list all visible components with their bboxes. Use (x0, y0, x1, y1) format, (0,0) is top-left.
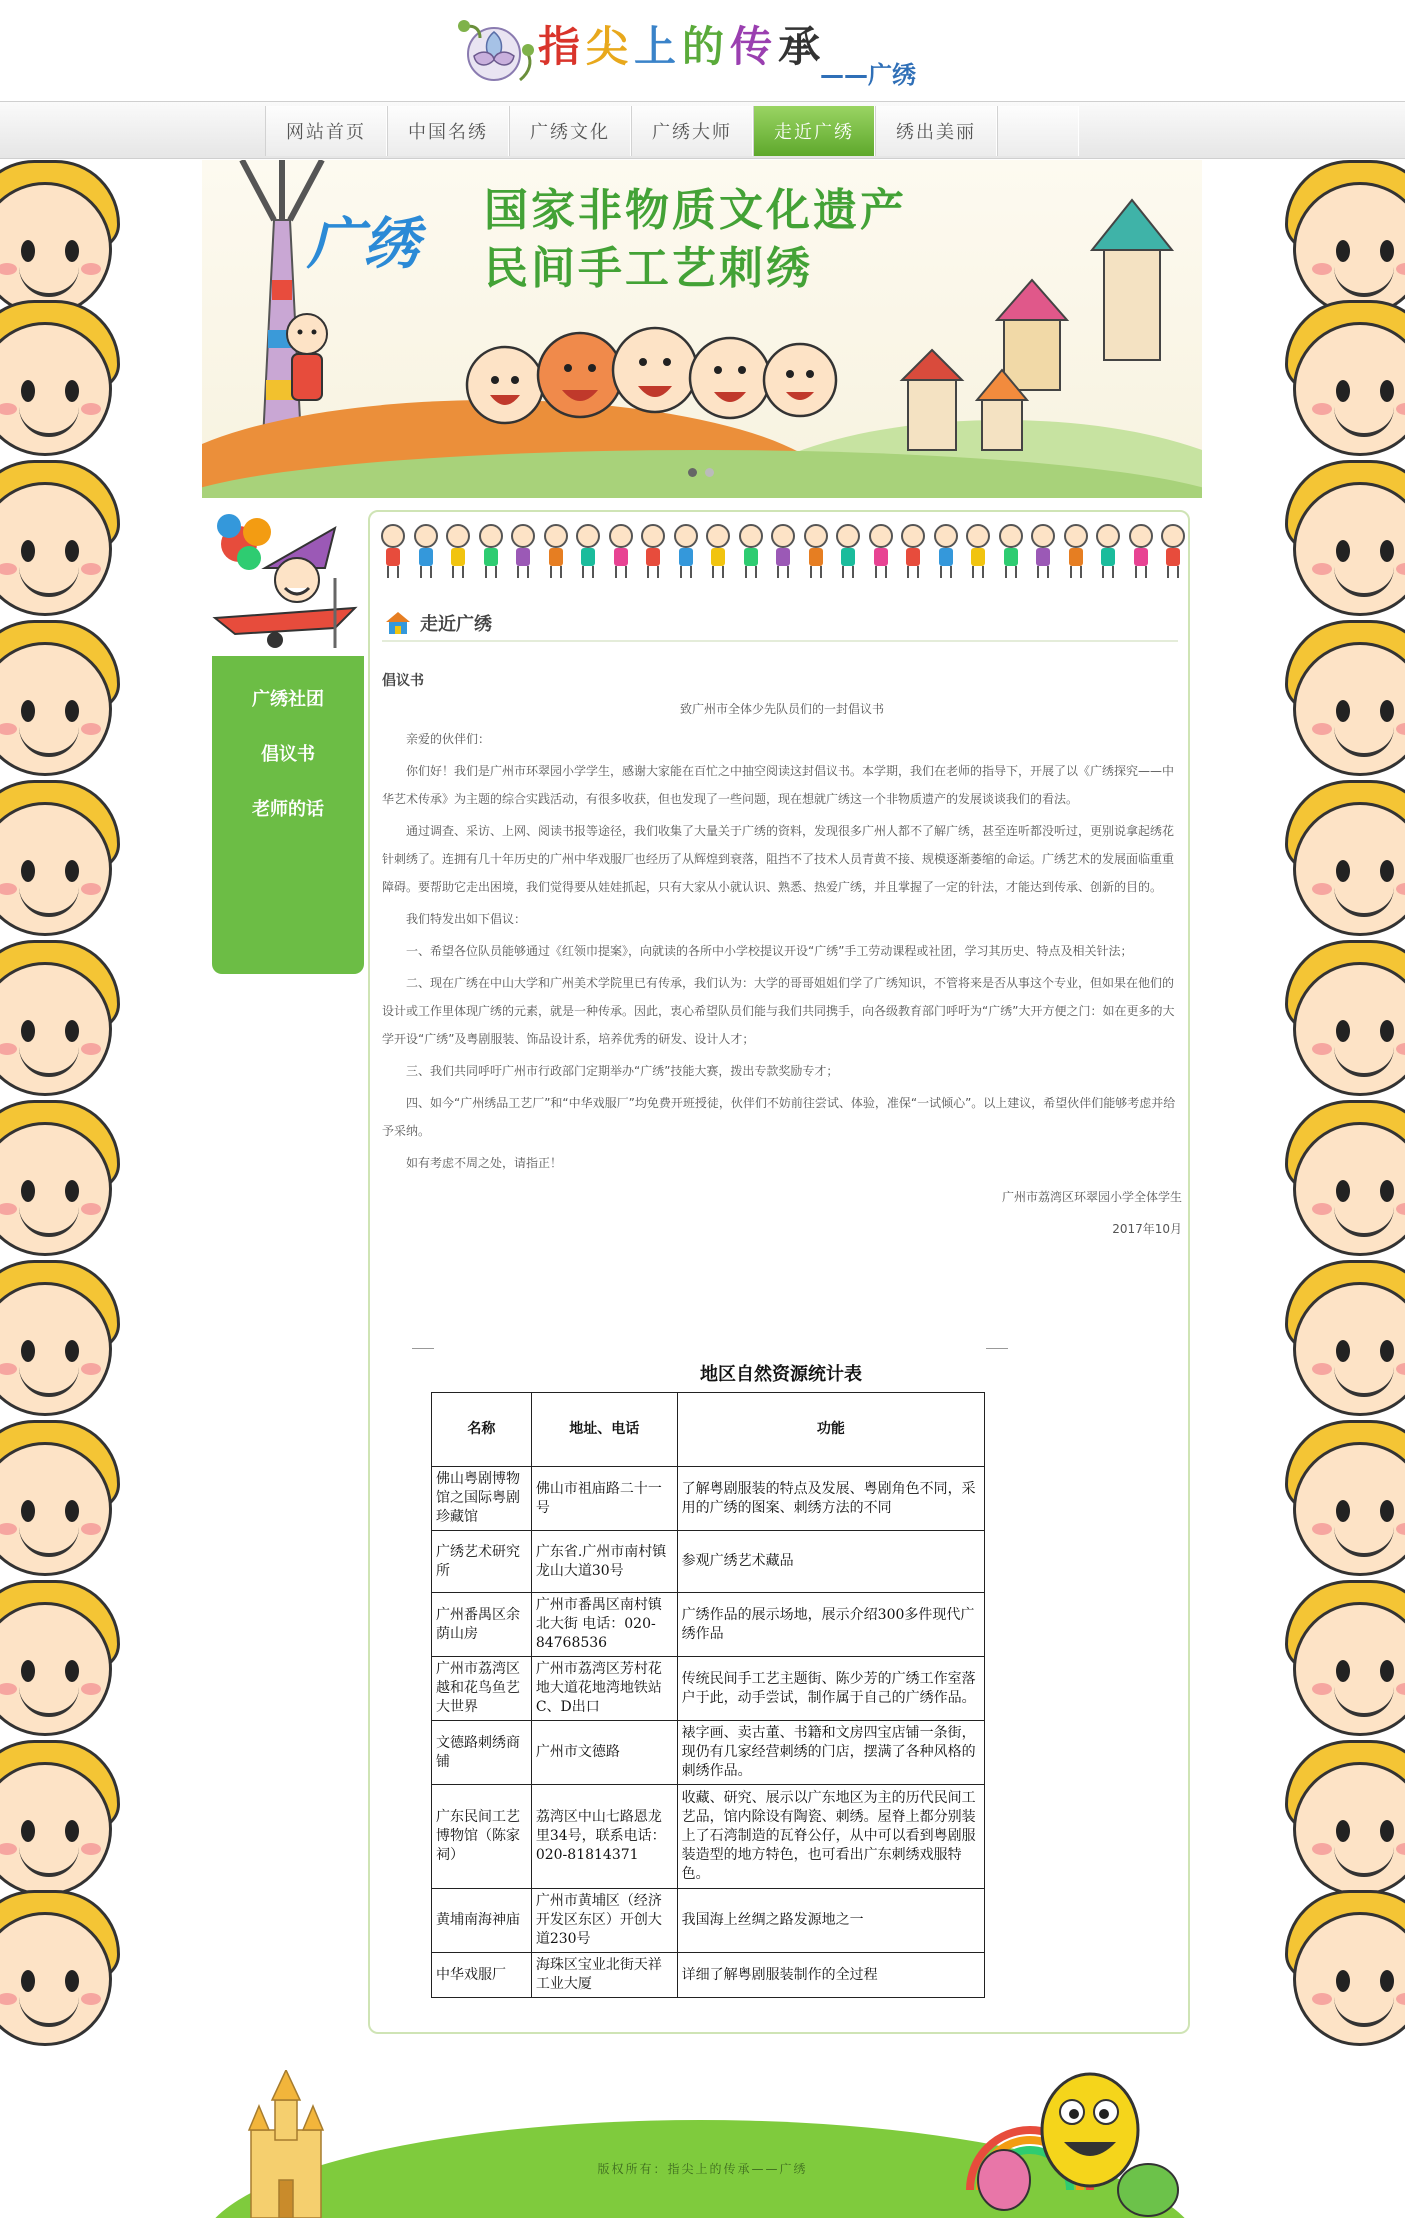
hero-banner[interactable] (202, 160, 1202, 498)
nav-item-chinese-embroidery[interactable]: 中国名绣 (387, 106, 509, 156)
strip-kid-icon (411, 524, 441, 580)
cartoon-monsters-icon (960, 2050, 1190, 2218)
table-header-cell: 功能 (677, 1393, 984, 1467)
table-header-cell: 地址、电话 (531, 1393, 677, 1467)
sidebar-item-club[interactable]: 广绣社团 (252, 688, 324, 710)
kid-face-icon (1275, 1100, 1405, 1270)
article-date: 2017年10月 (1112, 1222, 1182, 1236)
site-footer (0, 2050, 1405, 2218)
kid-face-icon (0, 1260, 130, 1430)
nav-spacer (997, 106, 1079, 156)
table-cell: 收藏、研究、展示以广东地区为主的历代民间工艺品，馆内除设有陶瓷、刺绣。屋脊上都分别装上了石湾制造的瓦脊公仔，从中可以看到粤剧服装造型的地方特色，也可看出广东刺绣戏服特色。 (677, 1785, 984, 1889)
strip-kid-icon (541, 524, 571, 580)
strip-kid-icon (476, 524, 506, 580)
left-kids-decoration (0, 160, 205, 2050)
kid-face-icon (1275, 460, 1405, 630)
carousel-dot[interactable] (688, 468, 697, 477)
article-paragraph: 通过调查、采访、上网、阅读书报等途径，我们收集了大量关于广绣的资料，发现很多广州人都不了解广绣，甚至连听都没听过，更别说拿起绣花针刺绣了。连拥有几十年历史的广州中华戏服厂也经历了从辉煌到衰落，阻挡不了技术人员青黄不接、规模逐渐萎缩的命运。广绣艺术的发展面临重重障碍。要帮助它走出困境，我们觉得要从娃娃抓起，只有大家从小就认识、熟悉、热爱广绣，并且掌握了一定的针法，才能达到传承、创新的目的。 (382, 824, 1175, 894)
section-header (382, 606, 1178, 642)
kid-face-icon (0, 1100, 130, 1270)
table-cell: 广绣艺术研究所 (432, 1531, 532, 1593)
table-cell: 广州市文德路 (531, 1721, 677, 1785)
banner-brand: 广绣 (307, 212, 419, 277)
strip-kid-icon (1061, 524, 1091, 580)
strip-kid-icon (866, 524, 896, 580)
table-row (432, 1467, 985, 1531)
castle-icon (245, 2070, 327, 2218)
strip-kid-icon (1126, 524, 1156, 580)
article-signature: 广州市荔湾区环翠园小学全体学生 (1001, 1190, 1182, 1204)
table-row (432, 1593, 985, 1657)
site-header (0, 0, 1405, 100)
kid-face-icon (1275, 940, 1405, 1110)
main-navigation (0, 101, 1405, 159)
site-title-char: 尖 (586, 22, 635, 71)
site-title (538, 14, 826, 74)
clown-plane-icon (205, 508, 365, 658)
table-cell: 传统民间手工艺主题街、陈少芳的广绣工作室落户于此，动手尝试，制作属于自己的广绣作品。 (677, 1657, 984, 1721)
kid-face-icon (1275, 620, 1405, 790)
carousel-dots (688, 468, 714, 477)
kid-face-icon (0, 1740, 130, 1910)
table-cell: 了解粤剧服装的特点及发展、粤剧角色不同，采用的广绣的图案、刺绣方法的不同 (677, 1467, 984, 1531)
site-title-char: 的 (682, 22, 731, 71)
strip-kid-icon (801, 524, 831, 580)
kid-face-icon (1275, 1420, 1405, 1590)
article-paragraph: 四、如今“广州绣品工艺厂”和“中华戏服厂”均免费开班授徒，伙伴们不妨前往尝试、体验，准保“一试倾心”。以上建议，希望伙伴们能够考虑并给予采纳。 (382, 1096, 1176, 1138)
table-cell: 佛山市祖庙路二十一号 (531, 1467, 677, 1531)
strip-kid-icon (833, 524, 863, 580)
banner-line-1: 国家非物质文化遗产 (484, 185, 907, 236)
sidebar-menu (212, 656, 364, 974)
strip-kid-icon (508, 524, 538, 580)
table-cell: 广州市荔湾区越和花鸟鱼艺大世界 (432, 1657, 532, 1721)
table-cell: 裱字画、卖古董、书籍和文房四宝店铺一条街，现仍有几家经营刺绣的门店，摆满了各种风格的刺绣作品。 (677, 1721, 984, 1785)
table-row (432, 1785, 985, 1889)
table-header-row (432, 1393, 985, 1467)
right-kids-decoration (1200, 160, 1405, 2050)
table-cell: 参观广绣艺术藏品 (677, 1531, 984, 1593)
nav-item-masters[interactable]: 广绣大师 (631, 106, 753, 156)
sidebar-item-teacher[interactable]: 老师的话 (252, 798, 324, 820)
article-greeting: 亲爱的伙伴们： (406, 732, 491, 746)
table-cell: 我国海上丝绸之路发源地之一 (677, 1889, 984, 1953)
table-row (432, 1657, 985, 1721)
table-corner-mark (412, 1348, 434, 1349)
strip-kid-icon (736, 524, 766, 580)
table-cell: 广州市番禺区南村镇北大街 电话：020-84768536 (531, 1593, 677, 1657)
table-cell: 黄埔南海神庙 (432, 1889, 532, 1953)
strip-kid-icon (573, 524, 603, 580)
proposal-article (382, 667, 1182, 1243)
kid-face-icon (1275, 300, 1405, 470)
article-paragraph: 二、现在广绣在中山大学和广州美术学院里已有传承，我们认为：大学的哥哥姐姐们学了广绣知识，不管将来是否从事这个专业，但如果在他们的设计或工作里体现广绣的元素，就是一种传承。因此，衷心希望队员们能与我们共同携手，向各级教育部门呼吁为“广绣”大开方便之门：如在更多的大学开设“广绣”及粤剧服装、饰品设计系，培养优秀的研发、设计人才； (382, 976, 1175, 1046)
strip-kid-icon (671, 524, 701, 580)
table-cell: 广绣作品的展示场地，展示介绍300多件现代广绣作品 (677, 1593, 984, 1657)
table-cell: 详细了解粤剧服装制作的全过程 (677, 1953, 984, 1998)
strip-kid-icon (996, 524, 1026, 580)
strip-kid-icon (768, 524, 798, 580)
kid-face-icon (1275, 780, 1405, 950)
nav-item-approach[interactable]: 走近广绣 (753, 106, 875, 156)
house-icon (384, 610, 412, 636)
strip-kid-icon (931, 524, 961, 580)
article-subheading: 致广州市全体少先队员们的一封倡议书 (679, 702, 884, 716)
nav-item-home[interactable]: 网站首页 (265, 106, 387, 156)
site-title-char: 承 (778, 22, 827, 71)
kid-face-icon (0, 780, 130, 950)
kid-face-icon (0, 1580, 130, 1750)
kid-face-icon (0, 620, 130, 790)
site-title-char: 传 (730, 22, 779, 71)
article-paragraph: 你们好！我们是广州市环翠园小学学生，感谢大家能在百忙之中抽空阅读这封倡议书。本学期，我们在老师的指导下，开展了以《广绣探究——中华艺术传承》为主题的综合实践活动，有很多收获，但也发现了一些问题，现在想就广绣这一个非物质遗产的发展谈谈我们的看法。 (382, 764, 1175, 806)
table-cell: 中华戏服厂 (432, 1953, 532, 1998)
section-title: 走近广绣 (420, 614, 492, 635)
group-of-kids-faces-icon (460, 300, 840, 440)
main-content (368, 510, 1190, 2034)
table-cell: 海珠区宝业北街天祥工业大厦 (531, 1953, 677, 1998)
kids-holding-hands-strip (372, 512, 1188, 590)
table-cell: 荔湾区中山七路恩龙里34号，联系电话：020-81814371 (531, 1785, 677, 1889)
kid-face-icon (0, 940, 130, 1110)
site-title-char: 上 (634, 22, 683, 71)
carousel-dot[interactable] (705, 468, 714, 477)
strip-kid-icon (378, 524, 408, 580)
table-cell: 文德路刺绣商铺 (432, 1721, 532, 1785)
kid-face-icon (1275, 1580, 1405, 1750)
table-cell: 广东民间工艺博物馆（陈家祠） (432, 1785, 532, 1889)
table-header-cell: 名称 (432, 1393, 532, 1467)
kid-face-icon (1275, 1740, 1405, 1910)
kid-face-icon (1275, 1890, 1405, 2050)
strip-kid-icon (1028, 524, 1058, 580)
nav-item-beauty[interactable]: 绣出美丽 (875, 106, 997, 156)
article-paragraph: 我们特发出如下倡议： (406, 912, 527, 926)
strip-kid-icon (638, 524, 668, 580)
kid-face-icon (0, 1890, 130, 2050)
table-cell: 广州番禺区余荫山房 (432, 1593, 532, 1657)
strip-kid-icon (1093, 524, 1123, 580)
table-row (432, 1721, 985, 1785)
article-paragraph: 一、希望各位队员能够通过《红领巾提案》，向就读的各所中小学校提议开设“广绣”手工劳动课程或社团，学习其历史、特点及相关针法； (406, 944, 1133, 958)
table-cell: 广东省.广州市南村镇龙山大道30号 (531, 1531, 677, 1593)
table-row (432, 1889, 985, 1953)
strip-kid-icon (606, 524, 636, 580)
table-corner-mark (986, 1348, 1008, 1349)
table-cell: 广州市黄埔区（经济开发区东区）开创大道230号 (531, 1889, 677, 1953)
banner-line-2: 民间手工艺刺绣 (484, 243, 813, 294)
embroidery-flower-logo-icon (450, 10, 538, 90)
strip-kid-icon (1158, 524, 1188, 580)
footer-copyright: 版权所有：指尖上的传承——广绣 (597, 2162, 808, 2176)
table-title: 地区自然资源统计表 (700, 1364, 862, 1385)
kid-face-icon (0, 460, 130, 630)
resource-table (431, 1392, 985, 1998)
article-heading: 倡议书 (382, 673, 424, 689)
site-title-char: 指 (538, 22, 587, 71)
strip-kid-icon (703, 524, 733, 580)
banner-headline (484, 182, 907, 298)
article-paragraph: 如有考虑不周之处，请指正！ (406, 1156, 563, 1170)
strip-kid-icon (898, 524, 928, 580)
strip-kid-icon (443, 524, 473, 580)
article-paragraph: 三、我们共同呼吁广州市行政部门定期举办“广绣”技能大赛，拨出专款奖励专才； (406, 1064, 839, 1078)
nav-item-culture[interactable]: 广绣文化 (509, 106, 631, 156)
kid-face-icon (1275, 1260, 1405, 1430)
sidebar-item-proposal[interactable]: 倡议书 (261, 743, 315, 765)
table-row (432, 1531, 985, 1593)
table-cell: 佛山粤剧博物馆之国际粤剧珍藏馆 (432, 1467, 532, 1531)
kid-face-icon (0, 1420, 130, 1590)
child-with-bear-icon (272, 310, 342, 420)
site-subtitle: ——广绣 (820, 61, 916, 89)
strip-kid-icon (963, 524, 993, 580)
table-row (432, 1953, 985, 1998)
kid-face-icon (0, 300, 130, 470)
houses-illustration-icon (892, 190, 1202, 470)
table-cell: 广州市荔湾区芳村花地大道花地湾地铁站C、D出口 (531, 1657, 677, 1721)
